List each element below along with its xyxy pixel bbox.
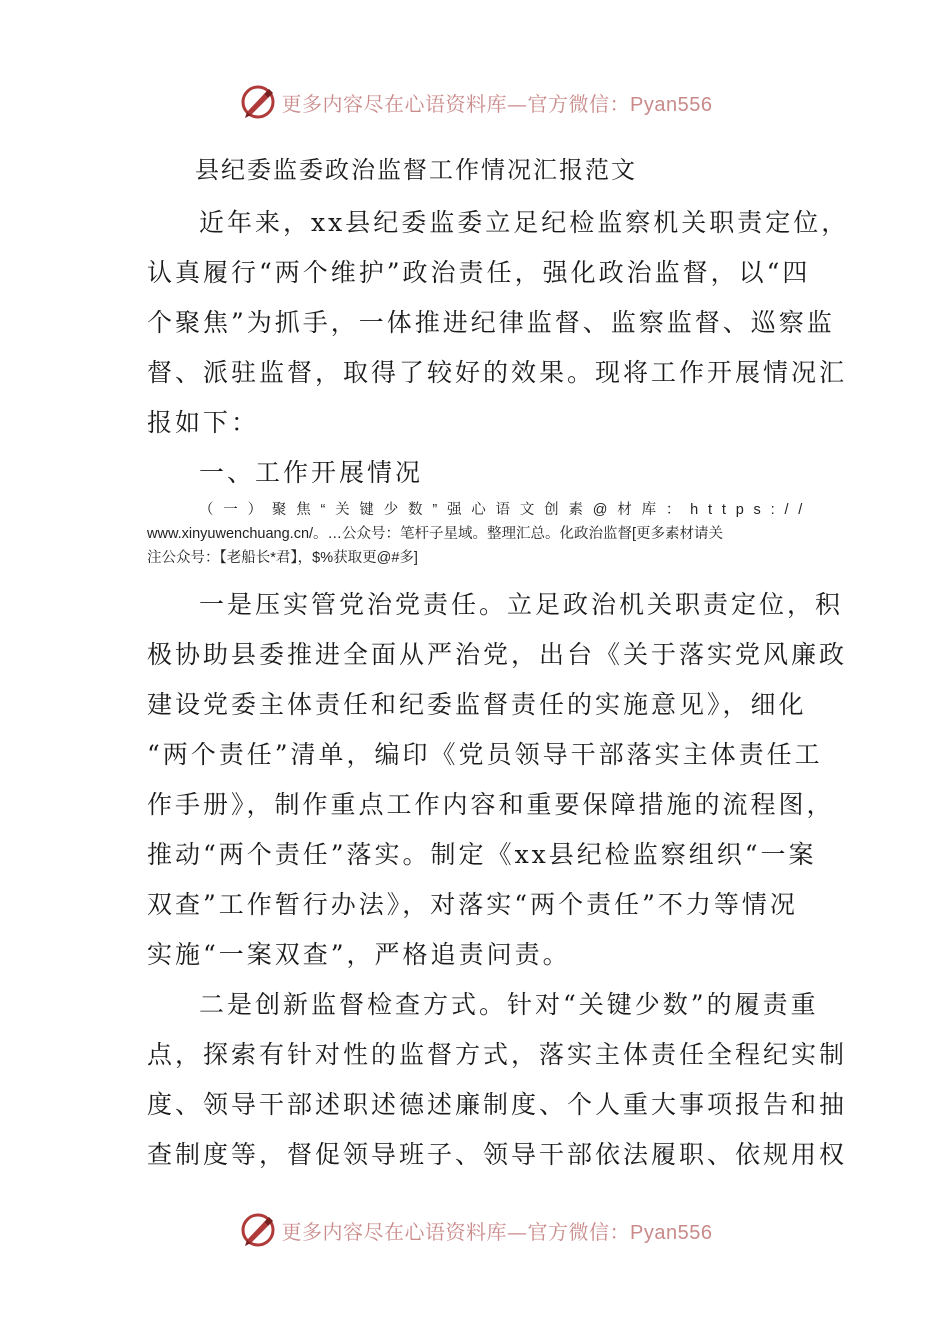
point1-line: 极协助县委推进全面从严治党，出台《关于落实党风廉政 xyxy=(147,640,848,669)
point1-line: 一是压实管党治党责任。立足政治机关职责定位，积 xyxy=(199,590,844,619)
footer-banner-text xyxy=(282,1216,713,1245)
header-banner-cn: 更多内容尽在心语资料库—官方微信： xyxy=(281,91,631,116)
pen-logo-icon xyxy=(238,82,278,122)
section-heading: 一、工作开展情况 xyxy=(199,458,424,487)
footer-banner-cn: 更多内容尽在心语资料库—官方微信： xyxy=(281,1219,631,1244)
subsection-paragraph xyxy=(147,498,813,570)
document-body xyxy=(147,145,850,1180)
header-banner xyxy=(0,80,950,124)
footer-banner xyxy=(0,1208,950,1252)
header-banner-id: Pyan556 xyxy=(630,93,713,116)
pen-logo-icon xyxy=(238,1210,278,1250)
point1-paragraph xyxy=(147,580,848,980)
document-title: 县纪委监委政治监督工作情况汇报范文 xyxy=(195,156,637,184)
intro-line: 近年来，xx县纪委监委立足纪检监察机关职责定位， xyxy=(199,208,850,237)
point1-line: “两个责任”清单，编印《党员领导干部落实主体责任工 xyxy=(147,740,823,769)
point1-line: 双查”工作暂行办法》，对落实“两个责任”不力等情况 xyxy=(147,890,798,919)
point1-line: 作手册》，制作重点工作内容和重要保障措施的流程图， xyxy=(147,790,835,819)
point2-line: 查制度等，督促领导班子、领导干部依法履职、依规用权 xyxy=(147,1140,848,1169)
header-banner-text xyxy=(282,88,713,117)
point1-line: 建设党委主体责任和纪委监督责任的实施意见》，细化 xyxy=(147,690,807,719)
footer-banner-id: Pyan556 xyxy=(630,1221,713,1244)
point1-line: 推动“两个责任”落实。制定《xx县纪检监察组织“一案 xyxy=(147,840,817,869)
subsection-line: （一）聚焦“关键少数”强心语文创素@材库：https:// xyxy=(199,502,813,518)
intro-paragraph xyxy=(147,198,850,448)
point1-line: 实施“一案双查”，严格追责问责。 xyxy=(147,940,571,969)
intro-line: 个聚焦”为抓手，一体推进纪律监督、监察监督、巡察监 xyxy=(147,308,835,337)
point2-line: 二是创新监督检查方式。针对“关键少数”的履责重 xyxy=(199,990,819,1019)
intro-line: 认真履行“两个维护”政治责任，强化政治监督，以“四 xyxy=(147,258,811,287)
point2-line: 点，探索有针对性的监督方式，落实主体责任全程纪实制 xyxy=(147,1040,848,1069)
subsection-line: 注公众号：【老船长*君】，$%获取更@#多] xyxy=(147,550,418,566)
intro-line: 督、派驻监督，取得了较好的效果。现将工作开展情况汇 xyxy=(147,358,848,387)
point2-line: 度、领导干部述职述德述廉制度、个人重大事项报告和抽 xyxy=(147,1090,848,1119)
point2-paragraph xyxy=(147,980,848,1180)
subsection-line: www.xinyuwenchuang.cn/。…公众号：笔杆子星域。整理汇总。化政治监督[更多素材请关 xyxy=(147,526,724,542)
intro-line: 报如下： xyxy=(147,408,260,437)
